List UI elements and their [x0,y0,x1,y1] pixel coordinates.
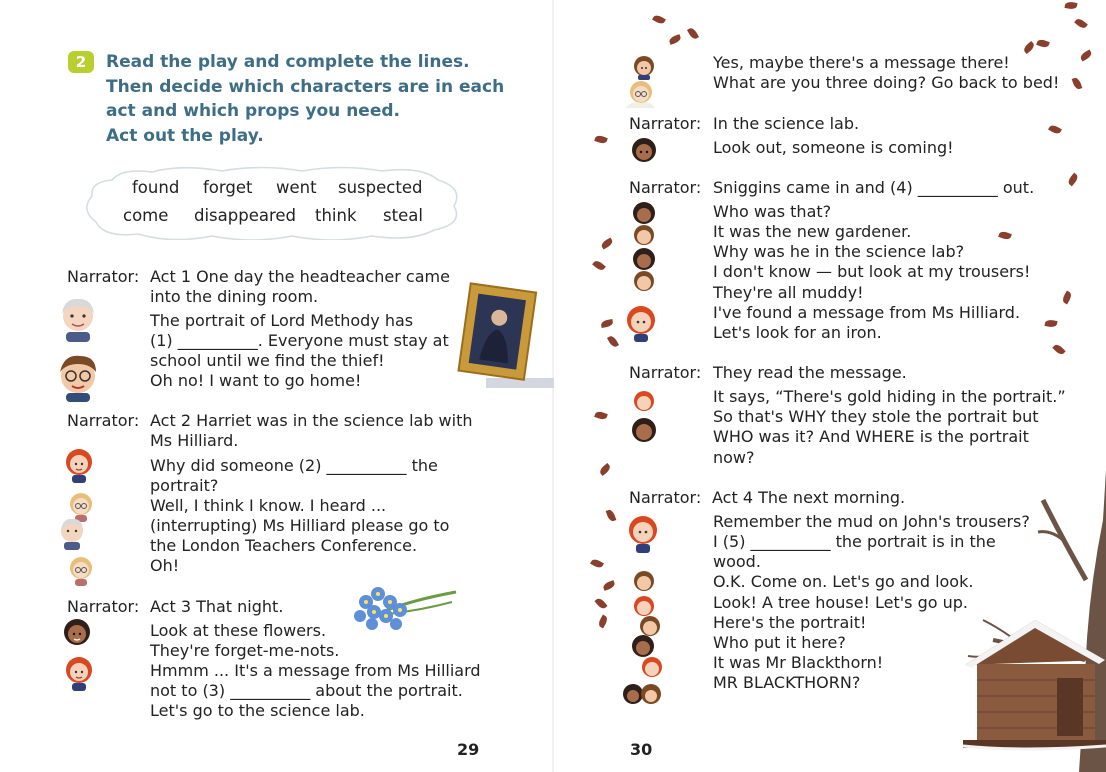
exercise-number-badge: 2 [68,51,94,73]
harriet-face-icon [639,654,665,680]
script-line: Act 1 One day the headteacher came [150,267,450,286]
speaker-label: Narrator: [67,597,140,616]
script-line: Hmmm ... It's a message from Ms Hilliard [150,661,481,680]
script-line: Here's the portrait! [713,613,867,632]
boy-face-icon [631,268,657,294]
word-bank-item: went [276,178,317,197]
script-line: They read the message. [713,363,907,382]
portrait-frame-icon [446,282,554,394]
script-line: O.K. Come on. Let's go and look. [713,572,974,591]
autumn-leaf-icon [668,34,682,45]
right-page [553,0,1106,772]
script-line: Act 2 Harriet was in the science lab with [150,411,473,430]
script-line: Act 4 The next morning. [712,488,906,507]
word-bank-item: forget [203,178,253,197]
harriet-face-icon [62,652,96,692]
script-line: I don't know — but look at my trousers! [713,262,1031,281]
script-line: What are you three doing? Go back to bed! [713,73,1060,92]
autumn-leaf-icon [1022,41,1036,54]
script-line: I (5) __________ the portrait is in the [713,532,996,551]
speaker-label: Narrator: [67,411,140,430]
autumn-leaf-icon [598,463,612,476]
script-line: They're all muddy! [713,283,864,302]
script-line: The portrait of Lord Methody has [150,311,414,330]
autumn-leaf-icon [607,335,619,349]
word-bank-item: suspected [338,178,423,197]
autumn-leaf-icon [590,557,604,569]
script-line: Let's look for an iron. [713,323,882,342]
instruction-line: act and which props you need. [106,101,400,121]
speaker-label: Narrator: [629,488,702,507]
headteacher-face-icon [56,294,100,342]
ms-hilliard-face-icon [623,78,657,108]
autumn-leaf-icon [594,597,607,611]
script-line: So that's WHY they stole the portrait but [713,407,1039,426]
script-line: It says, “There's gold hiding in the portrait.” [713,387,1066,406]
autumn-leaf-icon [1074,17,1088,30]
autumn-leaf-icon [652,13,666,25]
instruction-line: Read the play and complete the lines. [106,52,470,72]
autumn-leaf-icon [1036,38,1050,49]
script-line: school until we find the thief! [150,351,385,370]
page-number: 30 [630,740,653,759]
script-line: (interrupting) Ms Hilliard please go to [150,516,450,535]
script-line: Sniggins came in and (4) __________ out. [713,178,1035,197]
script-line: Look at these flowers. [150,621,327,640]
script-line: I've found a message from Ms Hilliard. [713,303,1021,322]
exercise-instructions [106,50,504,148]
script-line: It was Mr Blackthorn! [713,653,884,672]
girl-dark-hair-face-icon [629,416,659,444]
autumn-leaf-icon [1066,173,1079,187]
autumn-leaf-icon [1064,1,1077,10]
boy-face-icon [631,222,657,248]
girl-dark-hair-face-icon [60,616,94,650]
script-line: wood. [713,552,761,571]
harriet-face-icon [623,302,659,342]
harriet-face-icon [631,388,657,416]
headteacher-face-icon [56,515,88,551]
autumn-leaf-icon [1061,291,1073,305]
instruction-line: Then decide which characters are in each [106,76,505,97]
script-line: into the dining room. [150,287,319,306]
script-line: They're forget-me-nots. [150,641,340,660]
script-line: Act 3 That night. [150,597,284,616]
script-line: Look out, someone is coming! [713,138,954,157]
page-number: 29 [457,740,480,759]
instruction-line: Act out the play. [106,125,264,146]
script-line: Oh no! I want to go home! [150,371,362,390]
script-line: Who was that? [713,202,832,221]
script-line: Why was he in the science lab? [713,242,965,261]
script-line: Ms Hilliard. [150,431,239,450]
girl-dark-hair-face-icon [629,136,659,166]
script-line: portrait? [150,476,219,495]
script-line: Look! A tree house! Let's go up. [713,593,969,612]
word-bank-item: steal [383,206,423,225]
script-line: It was the new gardener. [713,222,912,241]
word-bank-item: think [315,206,357,225]
script-line: (1) __________. Everyone must stay at [150,331,449,350]
autumn-leaf-icon [1044,319,1057,328]
speaker-label: Narrator: [629,114,702,133]
speaker-label: Narrator: [629,178,702,197]
tree-house-icon [873,460,1106,772]
script-line: Remember the mud on John's trousers? [713,512,1030,531]
ms-hilliard-face-icon [66,553,96,587]
harriet-face-icon [625,512,661,554]
autumn-leaf-icon [592,259,606,272]
harriet-face-icon [62,444,96,484]
script-line: Well, I think I know. I heard ... [150,496,387,515]
autumn-leaf-icon [1079,49,1093,61]
script-line: Let's go to the science lab. [150,701,365,720]
boy-face-icon [631,568,657,594]
script-line: Why did someone (2) __________ the [150,456,438,475]
autumn-leaf-icon [606,509,617,523]
autumn-leaf-icon [600,237,614,249]
script-line: In the science lab. [713,114,860,133]
autumn-leaf-icon [594,134,608,145]
script-line: the London Teachers Conference. [150,536,418,555]
script-line: MR BLACKTHORN? [713,673,861,692]
autumn-leaf-icon [602,580,616,591]
script-line: Oh! [150,556,180,575]
script-line: not to (3) __________ about the portrait. [150,681,463,700]
autumn-leaf-icon [600,319,613,328]
script-line: Yes, maybe there's a message there! [713,53,1010,72]
autumn-leaf-icon [1072,77,1083,91]
word-bank-item: found [132,178,180,197]
forget-me-not-flowers-icon [352,580,460,636]
script-line: WHO was it? And WHERE is the portrait [713,427,1029,446]
word-bank-item: disappeared [194,206,297,225]
boy-face-icon [631,52,657,80]
word-bank-item: come [123,206,169,225]
boy-glasses-face-icon [54,350,102,402]
autumn-leaf-icon [597,615,609,629]
autumn-leaf-icon [1052,343,1065,356]
speaker-label: Narrator: [67,267,140,286]
autumn-leaf-icon [1048,123,1062,135]
speaker-label: Narrator: [629,363,702,382]
script-line: now? [713,448,755,467]
autumn-leaf-icon [687,27,699,41]
children-group-icon [621,680,665,708]
autumn-leaf-icon [594,410,608,421]
script-line: Who put it here? [713,633,846,652]
autumn-leaf-icon [998,230,1012,241]
